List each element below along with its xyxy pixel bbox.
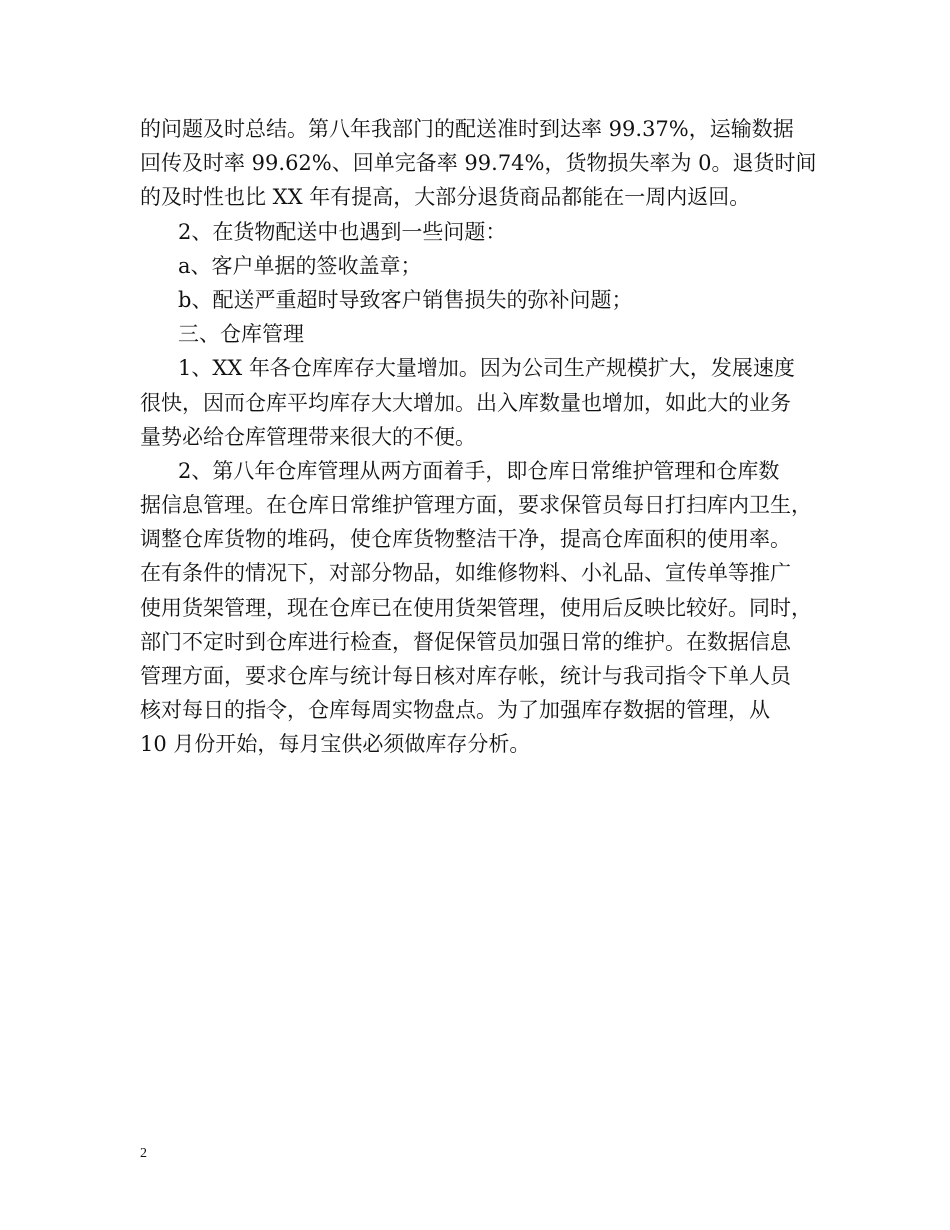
- list-item: a、客户单据的签收盖章；: [178, 253, 422, 278]
- paragraph-line: 部门不定时到仓库进行检查，督促保管员加强日常的维护。在数据信息: [140, 629, 791, 654]
- paragraph-line: 2、第八年仓库管理从两方面着手，即仓库日常维护管理和仓库数: [178, 458, 780, 483]
- paragraph-line: 的问题及时总结。第八年我部门的配送准时到达率 99.37%，运输数据: [140, 117, 794, 141]
- paragraph-line: 2、在货物配送中也遇到一些问题：: [178, 219, 507, 244]
- paragraph-line: 回传及时率 99.62%、回单完备率 99.74%，货物损失率为 0。退货时间: [140, 151, 817, 176]
- page-number: 2: [140, 1146, 147, 1161]
- section-heading: 三、仓库管理: [178, 322, 304, 347]
- list-item: b、配送严重超时导致客户销售损失的弥补问题；: [178, 287, 633, 312]
- paragraph-line: 1、XX 年各仓库库存大量增加。因为公司生产规模扩大，发展速度: [178, 356, 795, 381]
- paragraph-line: 调整仓库货物的堆码，使仓库货物整洁干净，提高仓库面积的使用率。: [140, 527, 791, 552]
- paragraph-line: 管理方面，要求仓库与统计每日核对库存帐，统计与我司指令下单人员: [140, 664, 791, 688]
- paragraph-line: 使用货架管理，现在仓库已在使用货架管理，使用后反映比较好。同时，: [140, 595, 812, 620]
- paragraph-line: 量势必给仓库管理带来很大的不便。: [140, 424, 476, 449]
- paragraph-line: 很快，因而仓库平均库存大大增加。出入库数量也增加，如此大的业务: [140, 390, 791, 415]
- paragraph-line: 10 月份开始，每月宝供必须做库存分析。: [140, 732, 531, 757]
- paragraph-line: 核对每日的指令，仓库每周实物盘点。为了加强库存数据的管理，从: [140, 698, 770, 723]
- document-body: [140, 112, 815, 762]
- paragraph-line: 在有条件的情况下，对部分物品，如维修物料、小礼品、宣传单等推广: [140, 561, 791, 586]
- paragraph-line: 据信息管理。在仓库日常维护管理方面，要求保管员每日打扫库内卫生，: [140, 493, 812, 518]
- paragraph-line: 的及时性也比 XX 年有提高，大部分退货商品都能在一周内返回。: [140, 185, 751, 210]
